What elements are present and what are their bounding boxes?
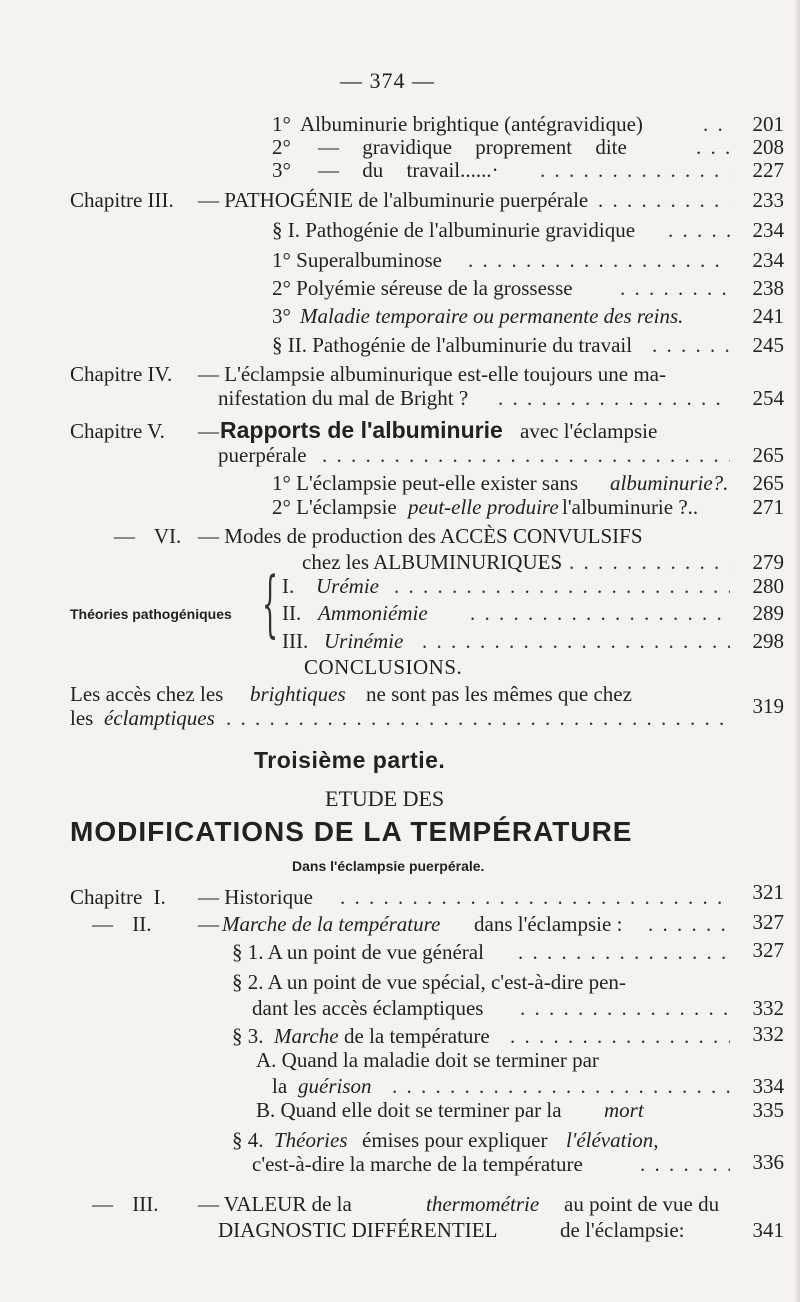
theory-name: Urémie — [316, 574, 379, 598]
dash: — — [198, 912, 219, 936]
chapter-title-cont: nifestation du mal de Bright ? — [218, 386, 469, 410]
chapter-page: 321 — [752, 880, 784, 904]
section-page: 336 — [752, 1150, 784, 1174]
chapter-label: Chapitre III. — [70, 188, 174, 212]
chapter-title-bold: Rapports de l'albuminurie — [220, 417, 503, 443]
leader-dots — [703, 112, 731, 137]
chapter-label: — VI. — [114, 524, 182, 548]
toc-entry-text: 2° L'éclampsie — [272, 495, 397, 519]
leader-dots — [652, 333, 730, 358]
leader-dots — [518, 940, 730, 965]
subsection-text: la — [272, 1074, 288, 1098]
subsection-italic: mort — [604, 1098, 644, 1122]
theory-num: III. — [282, 629, 309, 653]
chapter-label: Chapitre I. — [70, 885, 166, 909]
chapter-title-rest: dans l'éclampsie : — [474, 912, 623, 936]
toc-entry-prefix: 3° — [272, 304, 291, 328]
chapter-label: — III. — [92, 1192, 159, 1216]
section-italic: l'élévation, — [566, 1128, 659, 1152]
leader-dots — [620, 276, 730, 301]
toc-entry-2-text: — gravidique proprement dite — [318, 135, 627, 159]
leader-dots — [640, 1152, 730, 1177]
leader-dots — [540, 158, 730, 183]
toc-entry-page: 234 — [752, 248, 784, 272]
page-number: — 374 — — [340, 68, 435, 93]
chapter-title: — VALEUR de la — [198, 1192, 352, 1216]
toc-entry-1-prefix: 1° — [272, 112, 291, 136]
section-italic: Théories — [274, 1128, 348, 1152]
part-small-title: Dans l'éclampsie puerpérale. — [292, 858, 485, 874]
leader-dots — [394, 574, 730, 599]
brace-icon: { — [262, 561, 279, 645]
leader-dots — [226, 706, 730, 731]
subsection-text: A. Quand la maladie doit se terminer par — [256, 1048, 599, 1072]
section-italic: Marche — [274, 1024, 339, 1048]
section-title: § II. Pathogénie de l'albuminurie du travail — [272, 333, 633, 357]
section-page: 234 — [752, 218, 784, 242]
toc-entry-2-prefix: 2° — [272, 135, 291, 159]
toc-entry-rest: l'albuminurie ?.. — [562, 495, 699, 519]
section-title: § 2. A un point de vue spécial, c'est-à-dire pen- — [232, 970, 626, 994]
leader-dots — [468, 248, 730, 273]
conclusion-italic: brightiques — [250, 682, 346, 706]
page-edge — [794, 0, 800, 1302]
chapter-title: — Historique — [198, 885, 313, 909]
conclusion-italic: éclamptiques — [104, 706, 215, 730]
toc-entry-2-page: 208 — [752, 135, 784, 159]
section-prefix: § 3. — [232, 1024, 264, 1048]
leader-dots — [322, 443, 730, 468]
toc-entry-text: 1° L'éclampsie peut-elle exister sans — [272, 471, 579, 495]
conclusion-text: ne sont pas les mêmes que chez — [366, 682, 632, 706]
leader-dots — [520, 996, 730, 1021]
chapter-title-italic: Marche de la température — [222, 912, 441, 936]
subsection-page: 335 — [752, 1098, 784, 1122]
section-title: § I. Pathogénie de l'albuminurie gravidique — [272, 218, 636, 242]
toc-entry-italic: albuminurie?. — [610, 471, 729, 495]
toc-entry-italic: peut-elle produire — [408, 495, 559, 519]
toc-entry-text: 2° Polyémie séreuse de la grossesse — [272, 276, 573, 300]
part-title: Troisième partie. — [254, 747, 446, 773]
toc-entry-3-prefix: 3° — [272, 158, 291, 182]
section-rest: de la température — [344, 1024, 490, 1048]
theory-name: Ammoniémie — [318, 601, 428, 625]
theory-name: Urinémie — [324, 629, 404, 653]
subsection-text: B. Quand elle doit se terminer par la — [256, 1098, 562, 1122]
chapter-title: — PATHOGÉNIE de l'albuminurie puerpérale — [198, 188, 589, 212]
chapter-label: Chapitre V. — [70, 419, 165, 443]
part-subtitle: ETUDE DES — [325, 786, 445, 811]
chapter-label: Chapitre IV. — [70, 362, 173, 386]
theory-page: 280 — [752, 574, 784, 598]
conclusion-text: les — [70, 706, 94, 730]
section-page: 327 — [752, 938, 784, 962]
conclusions-heading: CONCLUSIONS. — [304, 655, 463, 679]
dash: — — [198, 419, 219, 443]
leader-dots — [498, 386, 730, 411]
leader-dots — [392, 1074, 730, 1099]
section-title-cont: c'est-à-dire la marche de la température — [252, 1152, 583, 1176]
chapter-page: 254 — [752, 386, 784, 410]
toc-entry-1-page: 201 — [752, 112, 784, 136]
leader-dots — [540, 550, 730, 575]
leader-dots — [696, 135, 730, 160]
chapter-page: 265 — [752, 443, 784, 467]
theories-label: Théories pathogéniques — [70, 606, 232, 622]
chapter-title: — Modes de production des ACCÈS CONVULSIFS — [198, 524, 643, 548]
part-big-title: MODIFICATIONS DE LA TEMPÉRATURE — [70, 816, 633, 847]
section-page: 245 — [752, 333, 784, 357]
section-prefix: § 4. — [232, 1128, 264, 1152]
section-page: 332 — [752, 996, 784, 1020]
chapter-page: 279 — [752, 550, 784, 574]
chapter-title: — L'éclampsie albuminurique est-elle toujours une ma- — [198, 362, 666, 386]
toc-entry-page: 238 — [752, 276, 784, 300]
toc-entry-3-text: — du travail......· — [318, 158, 499, 182]
theory-num: II. — [282, 601, 302, 625]
leader-dots — [668, 218, 730, 243]
conclusion-page: 319 — [752, 694, 784, 718]
chapter-title-cont: chez les ALBUMINURIQUES — [302, 550, 563, 574]
toc-entry-1-text: Albuminurie brightique (antégravidique) — [300, 112, 643, 136]
theory-page: 289 — [752, 601, 784, 625]
section-title: § 1. A un point de vue général — [232, 940, 484, 964]
theory-num: I. — [282, 574, 295, 598]
chapter-title-italic: thermométrie — [426, 1192, 540, 1216]
toc-entry-page: 265 — [752, 471, 784, 495]
toc-entry-text: 1° Superalbuminose — [272, 248, 442, 272]
leader-dots — [510, 1024, 730, 1049]
leader-dots — [340, 885, 730, 910]
chapter-page: 327 — [752, 910, 784, 934]
chapter-page: 233 — [752, 188, 784, 212]
toc-entry-text: Maladie temporaire ou permanente des reins. — [300, 304, 684, 328]
toc-entry-page: 241 — [752, 304, 784, 328]
chapter-title-cont: puerpérale — [218, 443, 307, 467]
chapter-page: 341 — [752, 1218, 784, 1242]
leader-dots — [422, 629, 730, 654]
leader-dots — [648, 912, 730, 937]
subsection-page: 334 — [752, 1074, 784, 1098]
toc-entry-3-page: 227 — [752, 158, 784, 182]
conclusion-text: Les accès chez les — [70, 682, 224, 706]
subsection-italic: guérison — [298, 1074, 372, 1098]
toc-entry-page: 271 — [752, 495, 784, 519]
chapter-title-cont: DIAGNOSTIC DIFFÉRENTIEL — [218, 1218, 498, 1242]
leader-dots — [470, 601, 730, 626]
section-rest: émises pour expliquer — [362, 1128, 548, 1152]
leader-dots — [598, 188, 730, 213]
chapter-title-rest: avec l'éclampsie — [520, 419, 658, 443]
chapter-title-rest: au point de vue du — [564, 1192, 720, 1216]
section-page: 332 — [752, 1022, 784, 1046]
chapter-label: — II. — [92, 912, 152, 936]
chapter-title-cont: de l'éclampsie: — [560, 1218, 685, 1242]
theory-page: 298 — [752, 629, 784, 653]
section-title-cont: dant les accès éclamptiques — [252, 996, 484, 1020]
